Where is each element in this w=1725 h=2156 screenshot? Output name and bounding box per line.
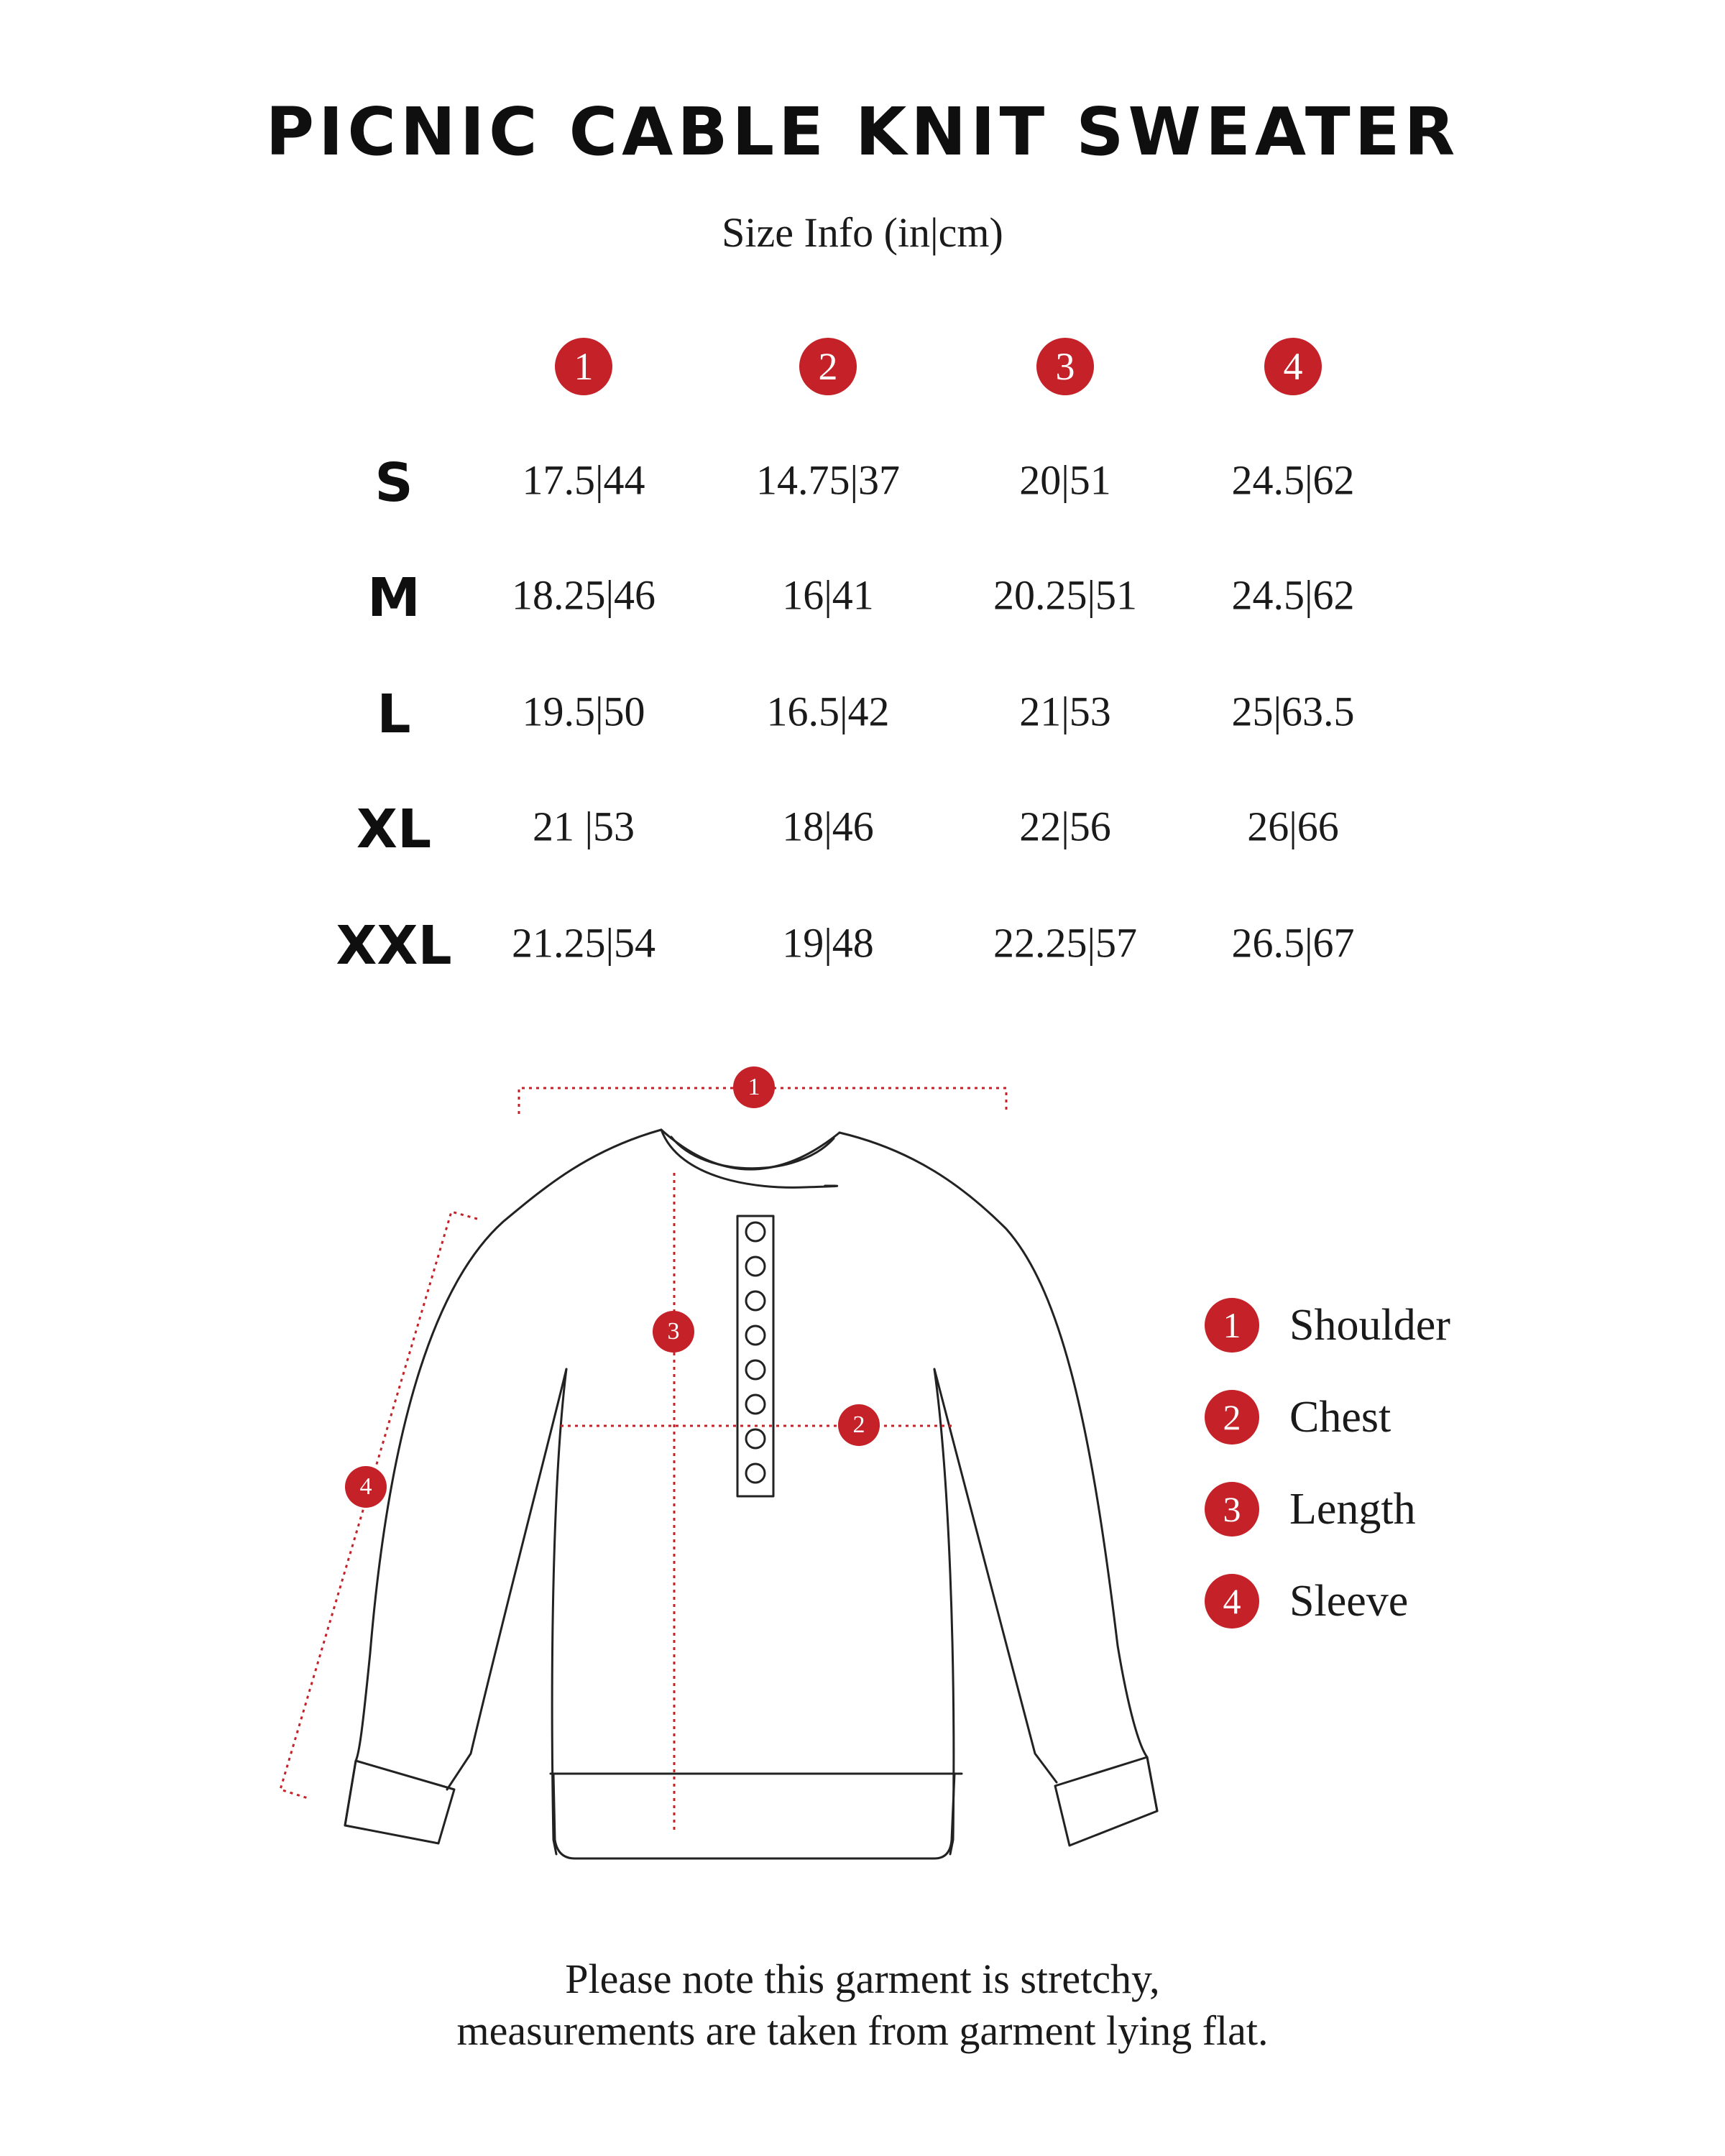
table-cell: 14.75|37: [755, 456, 901, 504]
legend-badge: 4: [1205, 1574, 1259, 1628]
table-cell: 24.5|62: [1231, 456, 1355, 504]
table-cell: 22.25|57: [993, 919, 1138, 967]
legend-badge: 2: [1205, 1390, 1259, 1445]
table-cell: 24.5|62: [1231, 571, 1355, 619]
table-cell: 18|46: [782, 803, 874, 850]
table-cell: 20|51: [1019, 456, 1111, 504]
legend-item-chest: [1205, 1388, 1391, 1446]
table-cell: 21 |53: [532, 803, 635, 850]
column-badge-1: 1: [555, 338, 612, 395]
table-cell: 18.25|46: [511, 571, 656, 619]
length-marker: 3: [653, 1311, 694, 1353]
table-cell: 26|66: [1247, 803, 1339, 850]
legend-label: Sleeve: [1289, 1576, 1409, 1626]
page-subtitle: Size Info (in|cm): [722, 209, 1003, 256]
page-title: PICNIC CABLE KNIT SWEATER: [265, 93, 1460, 170]
legend-item-length: [1205, 1480, 1416, 1538]
sweater-neckline: [661, 1130, 837, 1187]
size-label-xl: XL: [356, 798, 432, 860]
legend-label: Length: [1289, 1484, 1416, 1534]
table-cell: 17.5|44: [522, 456, 645, 504]
note-line-2: measurements are taken from garment lying flat.: [456, 2007, 1269, 2054]
sweater-left-cuff: [345, 1761, 454, 1843]
table-cell: 19.5|50: [522, 688, 645, 735]
shoulder-marker: 1: [733, 1067, 775, 1108]
sweater-right-side: [934, 1369, 954, 1854]
sweater-right-cuff: [1055, 1757, 1157, 1846]
column-badge-2: 2: [799, 338, 857, 395]
column-badge-4: 4: [1264, 338, 1322, 395]
legend-item-sleeve: [1205, 1572, 1408, 1630]
chest-marker: 2: [838, 1404, 880, 1446]
table-cell: 22|56: [1019, 803, 1111, 850]
legend-label: Chest: [1289, 1392, 1392, 1442]
sweater-buttons: [746, 1222, 765, 1483]
table-cell: 16.5|42: [766, 688, 890, 735]
legend-badge: 3: [1205, 1482, 1259, 1537]
table-cell: 21.25|54: [511, 919, 656, 967]
table-cell: 19|48: [782, 919, 874, 967]
size-label-s: S: [374, 452, 413, 514]
table-cell: 20.25|51: [993, 571, 1138, 619]
table-cell: 25|63.5: [1231, 688, 1355, 735]
table-cell: 21|53: [1019, 688, 1111, 735]
sleeve-marker: 4: [345, 1466, 387, 1508]
legend-item-shoulder: [1205, 1296, 1450, 1354]
column-badge-3: 3: [1036, 338, 1094, 395]
size-label-xxl: XXL: [336, 915, 452, 977]
size-label-l: L: [377, 683, 411, 745]
note-line-1: Please note this garment is stretchy,: [565, 1955, 1160, 2002]
table-cell: 26.5|67: [1231, 919, 1355, 967]
legend-badge: 1: [1205, 1298, 1259, 1353]
size-label-m: M: [367, 567, 420, 629]
legend-label: Shoulder: [1289, 1300, 1450, 1350]
table-cell: 16|41: [782, 571, 874, 619]
